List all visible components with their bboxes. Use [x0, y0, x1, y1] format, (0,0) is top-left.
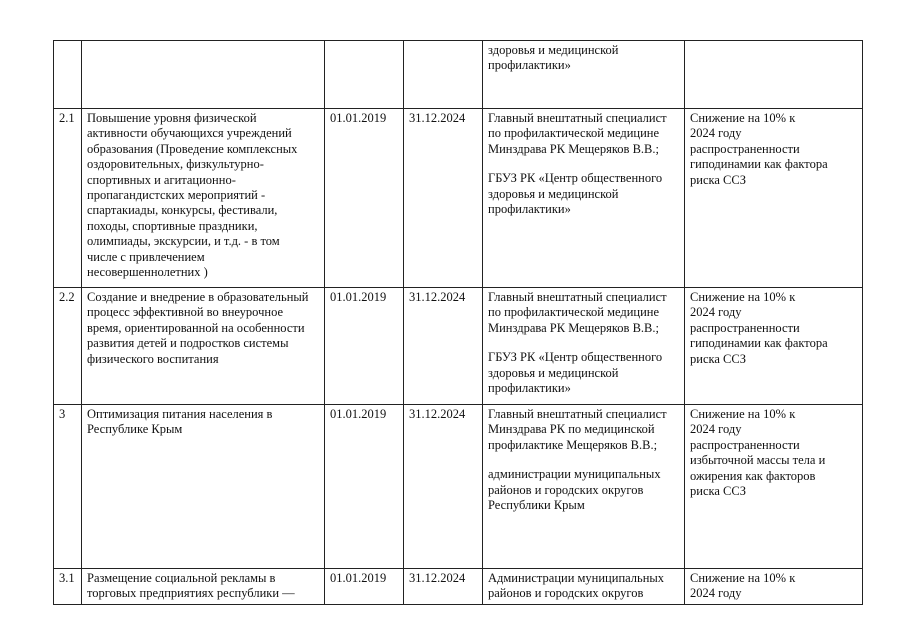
end-date-cell: 31.12.2024: [404, 288, 483, 405]
table-row: [54, 405, 863, 569]
end-date-cell: 31.12.2024: [404, 405, 483, 569]
responsible-entry: администрации муниципальных районов и городских округов Республики Крым: [488, 467, 661, 513]
responsible-entry: Главный внештатный специалист Минздрава РК по медицинской профилактике Мещеряков В.В.;: [488, 407, 667, 452]
measures-table: [53, 40, 863, 605]
table-row: [54, 569, 863, 605]
table-row: [54, 41, 863, 109]
result-cell: [685, 41, 863, 109]
table-row: [54, 109, 863, 288]
responsible-entry: Главный внештатный специалист по профилактической медицине Минздрава РК Мещеряков В.В.;: [488, 290, 667, 335]
result-cell: Снижение на 10% к 2024 году: [685, 569, 863, 605]
row-number-cell: [54, 41, 82, 109]
responsible-entry: Администрации муниципальных районов и городских округов: [488, 571, 665, 601]
row-number-cell: 2.2: [54, 288, 82, 405]
responsible-entry: Главный внештатный специалист по профилактической медицине Минздрава РК Мещеряков В.В.;: [488, 111, 667, 156]
row-number-cell: 3: [54, 405, 82, 569]
end-date-cell: 31.12.2024: [404, 569, 483, 605]
responsible-cell: [483, 288, 685, 405]
result-cell: Снижение на 10% к 2024 году распространенности гиподинамии как фактора риска ССЗ: [685, 109, 863, 288]
responsible-entry: ГБУЗ РК «Центр общественного здоровья и медицинской профилактики»: [488, 350, 663, 396]
start-date-cell: 01.01.2019: [325, 569, 404, 605]
activity-cell: Размещение социальной рекламы в торговых предприятиях республики —: [82, 569, 325, 605]
responsible-cell: [483, 109, 685, 288]
start-date-cell: 01.01.2019: [325, 109, 404, 288]
responsible-cell: [483, 569, 685, 605]
activity-cell: Оптимизация питания населения в Республике Крым: [82, 405, 325, 569]
responsible-cell: [483, 41, 685, 109]
result-cell: Снижение на 10% к 2024 году распространенности гиподинамии как фактора риска ССЗ: [685, 288, 863, 405]
responsible-cell: [483, 405, 685, 569]
end-date-cell: [404, 41, 483, 109]
row-number-cell: 2.1: [54, 109, 82, 288]
activity-cell: [82, 41, 325, 109]
table-row: [54, 288, 863, 405]
start-date-cell: 01.01.2019: [325, 405, 404, 569]
start-date-cell: 01.01.2019: [325, 288, 404, 405]
row-number-cell: 3.1: [54, 569, 82, 605]
result-cell: Снижение на 10% к 2024 году распространенности избыточной массы тела и ожирения как факторов риска ССЗ: [685, 405, 863, 569]
responsible-entry: ГБУЗ РК «Центр общественного здоровья и медицинской профилактики»: [488, 171, 663, 217]
responsible-entry: здоровья и медицинской профилактики»: [488, 43, 619, 73]
activity-cell: Повышение уровня физической активности обучающихся учреждений образования (Проведение комплексных оздоровительных, физкультурно- спортивных и агитационно- пропагандистских мероприятий - спартакиады, конкурсы, фестивали, походы, спортивные праздники, олимпиады, экскурсии, и т.д. - в том числе с привлечением несовершеннолетних ): [82, 109, 325, 288]
end-date-cell: 31.12.2024: [404, 109, 483, 288]
start-date-cell: [325, 41, 404, 109]
activity-cell: Создание и внедрение в образовательный процесс эффективной во внеурочное время, ориентированной на особенности развития детей и подростков системы физического воспитания: [82, 288, 325, 405]
